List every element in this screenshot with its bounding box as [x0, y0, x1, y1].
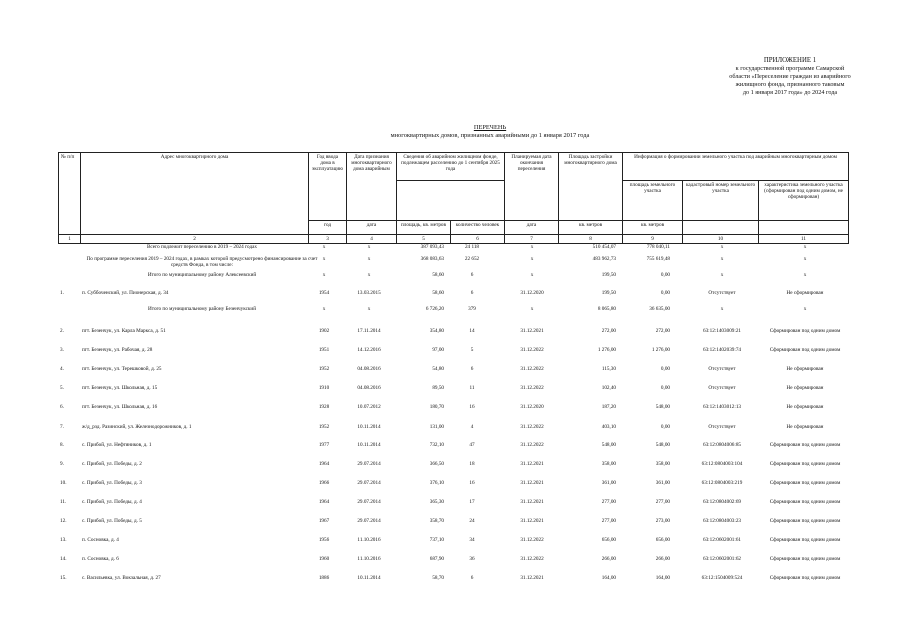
cell-people: 11 [469, 385, 475, 391]
col-number: 5 [397, 235, 451, 244]
cell-built: 164,00 [601, 575, 616, 581]
cell-year: 1928 [318, 404, 330, 410]
cell-address: с. Прибой, ул. Нефтяников, д. 1 [82, 442, 152, 448]
cell-land: 755 619,48 [646, 256, 670, 262]
cell-date: x [367, 272, 371, 278]
cell-plan: 31.12.2022 [520, 537, 544, 543]
col-number: 7 [505, 235, 559, 244]
cell-date: 29.07.2014 [357, 518, 381, 524]
cell-num: 12. [60, 518, 67, 524]
cell-plan: 31.12.2022 [520, 385, 544, 391]
cell-plan: 31.12.2021 [520, 328, 544, 334]
cell-people: 36 [469, 556, 475, 562]
cell-year: x [322, 306, 326, 312]
cell-address: пгт. Безенчук, ул. Рабочая, д. 28 [82, 347, 153, 353]
col-number: 8 [559, 235, 623, 244]
cell-address: пгт. Безенчук, ул. Карла Маркса, д. 51 [82, 328, 166, 334]
cell-year: 1964 [318, 461, 330, 467]
total-row [58, 306, 848, 320]
header-characteristic: характеристика земельного участка (сформирован под одним домом, не сформирован) [759, 181, 849, 221]
cell-char: Сформирован под одним домом [769, 480, 841, 486]
cell-plan: x [530, 244, 534, 250]
cell-date: 14.12.2016 [357, 347, 381, 353]
header-cadastre: кадастровый номер земельного участка [683, 181, 759, 221]
cell-date: 10.11.2014 [357, 442, 381, 448]
cell-land: 548,00 [655, 442, 670, 448]
header-fund-group: Сведения об аварийном жилищном фонде, подлежащем расселению до 1 сентября 2025 года [397, 153, 505, 181]
table-row [58, 290, 848, 304]
cell-address: с. Прибой, ул. Победы, д. 4 [82, 499, 142, 505]
cell-year: 1951 [318, 347, 330, 353]
table-row [58, 347, 848, 361]
cell-plan: 31.12.2022 [520, 366, 544, 372]
header-num: № п/п [59, 153, 81, 235]
cell-num: 8. [60, 442, 64, 448]
table-row [58, 556, 848, 570]
cell-cad: 63:12:0602001:61 [702, 537, 742, 543]
cell-num: 3. [60, 347, 64, 353]
cell-built: 277,00 [601, 499, 616, 505]
cell-people: 14 [469, 328, 475, 334]
cell-num: 14. [60, 556, 67, 562]
header-sq-m2: кв. метров [623, 221, 683, 235]
cell-people: 47 [469, 442, 475, 448]
cell-year: x [322, 256, 326, 262]
cell-land: 358,00 [655, 461, 670, 467]
cell-char: Сформирован под одним домом [769, 328, 841, 334]
cell-people: 6 [470, 575, 474, 581]
cell-address: пгт. Безенчук, ул. Школьная, д. 15 [82, 385, 158, 391]
col-number: 1 [59, 235, 81, 244]
cell-cad: x [720, 256, 724, 262]
cell-num: 4. [60, 366, 64, 372]
cell-plan: 31.12.2021 [520, 461, 544, 467]
cell-plan: 31.12.2021 [520, 480, 544, 486]
table-row [58, 518, 848, 532]
cell-date: 13.03.2015 [357, 290, 381, 296]
cell-year: x [322, 244, 326, 250]
cell-address: с. Прибой, ул. Победы, д. 3 [82, 480, 142, 486]
cell-built: 199,50 [601, 272, 616, 278]
cell-built: 102,40 [601, 385, 616, 391]
cell-plan: 31.12.2022 [520, 347, 544, 353]
cell-area: 97,00 [432, 347, 444, 353]
cell-land: 36 635,00 [649, 306, 670, 312]
cell-area: 358,70 [429, 518, 444, 524]
cell-plan: x [530, 256, 534, 262]
cell-char: Не сформирован [786, 366, 824, 372]
cell-num: 2. [60, 328, 64, 334]
header-empty [759, 221, 849, 235]
col-number: 9 [623, 235, 683, 244]
cell-area: 58,70 [432, 575, 444, 581]
cell-year: 1964 [318, 499, 330, 505]
cell-num: 10. [60, 480, 67, 486]
cell-cad: 63:12:1403012:13 [702, 404, 742, 410]
cell-year: 1954 [318, 290, 330, 296]
cell-num: 5. [60, 385, 64, 391]
cell-year: 1902 [318, 328, 330, 334]
cell-area: 6 726,20 [425, 306, 444, 312]
cell-built: 115,30 [601, 366, 616, 372]
cell-area: 366,50 [429, 461, 444, 467]
cell-land: 0,00 [660, 366, 670, 372]
cell-area: 131,00 [429, 424, 444, 430]
header-date-group: Дата признания многоквартирного дома аварийным [347, 153, 397, 221]
table-row [58, 328, 848, 342]
col-number: 2 [81, 235, 309, 244]
cell-address: Итого по муниципальному району Алексеевский [147, 272, 257, 278]
cell-date: 10.11.2014 [357, 575, 381, 581]
cell-year: 1967 [318, 518, 330, 524]
cell-date: 04.08.2016 [357, 385, 381, 391]
cell-built: 8 065,80 [597, 306, 616, 312]
cell-people: 379 [468, 306, 476, 312]
cell-cad: 63:12:0804006:85 [702, 442, 742, 448]
cell-address: с. Прибой, ул. Победы, д. 5 [82, 518, 142, 524]
document-title [300, 124, 680, 140]
cell-num: 1. [60, 290, 64, 296]
cell-year: 1977 [318, 442, 330, 448]
cell-cad: 63:12:0804002:69 [702, 499, 742, 505]
table-row [58, 461, 848, 475]
cell-built: 510 454,07 [592, 244, 616, 250]
table-row [58, 499, 848, 513]
cell-land: 0,00 [660, 272, 670, 278]
cell-area: 737,10 [429, 537, 444, 543]
cell-address: Итого по муниципальному району Безенчукский [148, 306, 256, 312]
cell-area: 387 093,43 [420, 244, 444, 250]
cell-char: Сформирован под одним домом [769, 556, 841, 562]
cell-year: 1910 [318, 385, 330, 391]
cell-char: x [803, 272, 807, 278]
col-number: 4 [347, 235, 397, 244]
cell-built: 483 962,73 [592, 256, 616, 262]
cell-people: 22 652 [464, 256, 480, 262]
cell-land: 272,00 [655, 328, 670, 334]
cell-year: 1956 [318, 537, 330, 543]
header-built-group: Площадь застройки многоквартирного дома [559, 153, 623, 221]
cell-year: 1952 [318, 366, 330, 372]
cell-cad: x [720, 306, 724, 312]
header-year-group: Год ввода дома в эксплуатацию [309, 153, 347, 221]
cell-area: 58,60 [432, 272, 444, 278]
col-number: 11 [759, 235, 849, 244]
cell-land: 277,00 [655, 499, 670, 505]
cell-area: 89,50 [432, 385, 444, 391]
cell-char: Сформирован под одним домом [769, 499, 841, 505]
cell-land: 0,00 [660, 290, 670, 296]
cell-num: 15. [60, 575, 67, 581]
header-land-group: Информация о формировании земельного участка под аварийным многоквартирным домом [623, 153, 849, 181]
cell-area: 54,80 [432, 366, 444, 372]
cell-land: 361,00 [655, 480, 670, 486]
register-header-table [58, 152, 849, 244]
cell-cad: Отсутствует [708, 290, 736, 296]
cell-people: 16 [469, 404, 475, 410]
cell-cad: Отсутствует [708, 385, 736, 391]
header-people: количество человек [451, 221, 505, 235]
col-number: 3 [309, 235, 347, 244]
cell-plan: 31.12.2020 [520, 290, 544, 296]
cell-plan: 31.12.2021 [520, 518, 544, 524]
cell-char: x [803, 244, 807, 250]
cell-area: 180,70 [429, 404, 444, 410]
table-row [58, 404, 848, 418]
cell-date: 29.07.2014 [357, 461, 381, 467]
cell-address: ж/д_рзд. Разинский, ул. Железнодорожников, д. 1 [82, 424, 192, 430]
header-year: год [309, 221, 347, 235]
cell-date: 17.11.2014 [357, 328, 381, 334]
cell-address: пгт. Безенчук, ул. Школьная, д. 16 [82, 404, 158, 410]
header-empty [683, 221, 759, 235]
cell-built: 656,00 [601, 537, 616, 543]
cell-year: x [322, 272, 326, 278]
appendix-title: ПРИЛОЖЕНИЕ 1 [763, 57, 817, 64]
cell-num: 11. [60, 499, 67, 505]
cell-built: 403,10 [601, 424, 616, 430]
cell-cad: 63:12:0804003:104 [701, 461, 743, 467]
cell-address: Всего подлежит переселению в 2019 – 2024 годах [146, 244, 258, 250]
cell-date: x [367, 244, 371, 250]
cell-people: 24 118 [464, 244, 480, 250]
cell-char: Сформирован под одним домом [769, 442, 841, 448]
cell-date: x [367, 256, 371, 262]
col-number: 6 [451, 235, 505, 244]
cell-land: 0,00 [660, 385, 670, 391]
cell-num: 13. [60, 537, 67, 543]
header-date: дата [347, 221, 397, 235]
table-row [58, 442, 848, 456]
appendix-line: жилищного фонда, признанного таковым [735, 81, 845, 88]
cell-built: 277,00 [601, 518, 616, 524]
cell-people: 24 [469, 518, 475, 524]
cell-land: 164,00 [655, 575, 670, 581]
appendix-line: к государственной программе Самарской [735, 65, 845, 72]
cell-cad: 63:12:1403009:21 [702, 328, 742, 334]
cell-address: с. Прибой, ул. Победы, д. 2 [82, 461, 142, 467]
cell-cad: Отсутствует [708, 424, 736, 430]
cell-cad: Отсутствует [708, 366, 736, 372]
cell-area: 687,90 [429, 556, 444, 562]
cell-plan: x [530, 306, 534, 312]
cell-land: 1 276,00 [651, 347, 670, 353]
cell-people: 18 [469, 461, 475, 467]
subtitle-line: многоквартирных домов, признанных аварийными до 1 января 2017 года [390, 132, 590, 139]
cell-char: Не сформирован [786, 424, 824, 430]
cell-cad: 63:12:1504009:524 [701, 575, 743, 581]
cell-date: 11.10.2016 [357, 556, 381, 562]
col-number: 10 [683, 235, 759, 244]
cell-land: 656,00 [655, 537, 670, 543]
cell-area: 354,80 [429, 328, 444, 334]
cell-area: 58,60 [432, 290, 444, 296]
cell-people: 4 [470, 424, 474, 430]
header-land-area: площадь земельного участка [623, 181, 683, 221]
cell-char: Не сформирован [786, 290, 824, 296]
cell-char: Не сформирован [786, 385, 824, 391]
cell-land: 778 040,11 [646, 244, 670, 250]
cell-built: 187,20 [601, 404, 616, 410]
cell-people: 6 [470, 290, 474, 296]
header-address: Адрес многоквартирного дома [81, 153, 309, 235]
cell-address: п. Суббоченский, ул. Пионерская, д. 34 [82, 290, 169, 296]
cell-char: x [803, 306, 807, 312]
cell-area: 368 083,63 [420, 256, 444, 262]
table-row [58, 480, 848, 494]
cell-cad: 63:12:1402039:74 [702, 347, 742, 353]
cell-land: 266,00 [655, 556, 670, 562]
cell-land: 0,00 [660, 424, 670, 430]
cell-date: 29.07.2014 [357, 480, 381, 486]
cell-date: 11.10.2016 [357, 537, 381, 543]
cell-num: 7. [60, 424, 64, 430]
total-row [58, 272, 848, 286]
cell-plan: 31.12.2021 [520, 575, 544, 581]
cell-address: с. Васильевка, ул. Вокзальная, д. 27 [82, 575, 161, 581]
table-row [58, 537, 848, 551]
cell-built: 272,00 [601, 328, 616, 334]
cell-year: 1966 [318, 480, 330, 486]
cell-plan: 31.12.2022 [520, 442, 544, 448]
cell-cad: 63:12:0804003:23 [702, 518, 742, 524]
cell-built: 199,50 [601, 290, 616, 296]
cell-char: Сформирован под одним домом [769, 537, 841, 543]
cell-char: Сформирован под одним домом [769, 461, 841, 467]
cell-address: п. Сосновка, д. 6 [82, 556, 119, 562]
cell-char: Сформирован под одним домом [769, 575, 841, 581]
cell-address: п. Сосновка, д. 4 [82, 537, 119, 543]
table-row [58, 385, 848, 399]
total-row [58, 256, 848, 270]
cell-people: 34 [469, 537, 475, 543]
cell-char: Сформирован под одним домом [769, 518, 841, 524]
cell-built: 548,00 [601, 442, 616, 448]
cell-address: пгт. Безенчук, ул. Терешковой, д. 25 [82, 366, 162, 372]
cell-people: 17 [469, 499, 475, 505]
cell-char: Сформирован под одним домом [769, 347, 841, 353]
cell-area: 732,10 [429, 442, 444, 448]
appendix-line: до 1 января 2017 года» до 2024 года [742, 89, 838, 96]
title-line: ПЕРЕЧЕНЬ [473, 124, 507, 131]
appendix-header [690, 57, 890, 97]
cell-plan: 31.12.2022 [520, 556, 544, 562]
cell-date: x [367, 306, 371, 312]
cell-built: 266,00 [601, 556, 616, 562]
cell-date: 29.07.2014 [357, 499, 381, 505]
cell-num: 9. [60, 461, 64, 467]
cell-people: 6 [470, 272, 474, 278]
cell-area: 376,10 [429, 480, 444, 486]
header-sq-m: кв. метров [559, 221, 623, 235]
cell-land: 548,00 [655, 404, 670, 410]
cell-cad: 63:12:0804003:219 [701, 480, 743, 486]
cell-year: 1952 [318, 424, 330, 430]
cell-cad: x [720, 244, 724, 250]
cell-date: 10.07.2012 [357, 404, 381, 410]
cell-address: По программе переселения 2019 – 2024 годах, в рамках которой предусмотрено финансирование за счет средств Фонда, в том числе: [86, 256, 318, 269]
table-row [58, 424, 848, 438]
table-row [58, 366, 848, 380]
cell-built: 358,00 [601, 461, 616, 467]
header-plan-group: Планируемая дата окончания переселения [505, 153, 559, 221]
cell-num: 6. [60, 404, 64, 410]
cell-built: 1 276,00 [597, 347, 616, 353]
cell-plan: x [530, 272, 534, 278]
header-area: площадь, кв. метров [397, 221, 451, 235]
table-row [58, 575, 848, 589]
cell-char: Не сформирован [786, 404, 824, 410]
cell-date: 10.11.2014 [357, 424, 381, 430]
cell-year: 1960 [318, 556, 330, 562]
cell-date: 04.08.2016 [357, 366, 381, 372]
cell-year: 1886 [318, 575, 330, 581]
cell-cad: x [720, 272, 724, 278]
cell-land: 273,00 [655, 518, 670, 524]
cell-people: 6 [470, 366, 474, 372]
cell-plan: 31.12.2022 [520, 424, 544, 430]
cell-plan: 31.12.2021 [520, 499, 544, 505]
cell-people: 5 [470, 347, 474, 353]
cell-area: 365,30 [429, 499, 444, 505]
cell-people: 16 [469, 480, 475, 486]
appendix-line: области «Переселение граждан из аварийного [729, 73, 851, 80]
cell-built: 361,00 [601, 480, 616, 486]
cell-plan: 31.12.2020 [520, 404, 544, 410]
header-plan-date: дата [505, 221, 559, 235]
cell-cad: 63:12:0602001:62 [702, 556, 742, 562]
cell-char: x [803, 256, 807, 262]
header-fund-spacer [397, 181, 505, 221]
